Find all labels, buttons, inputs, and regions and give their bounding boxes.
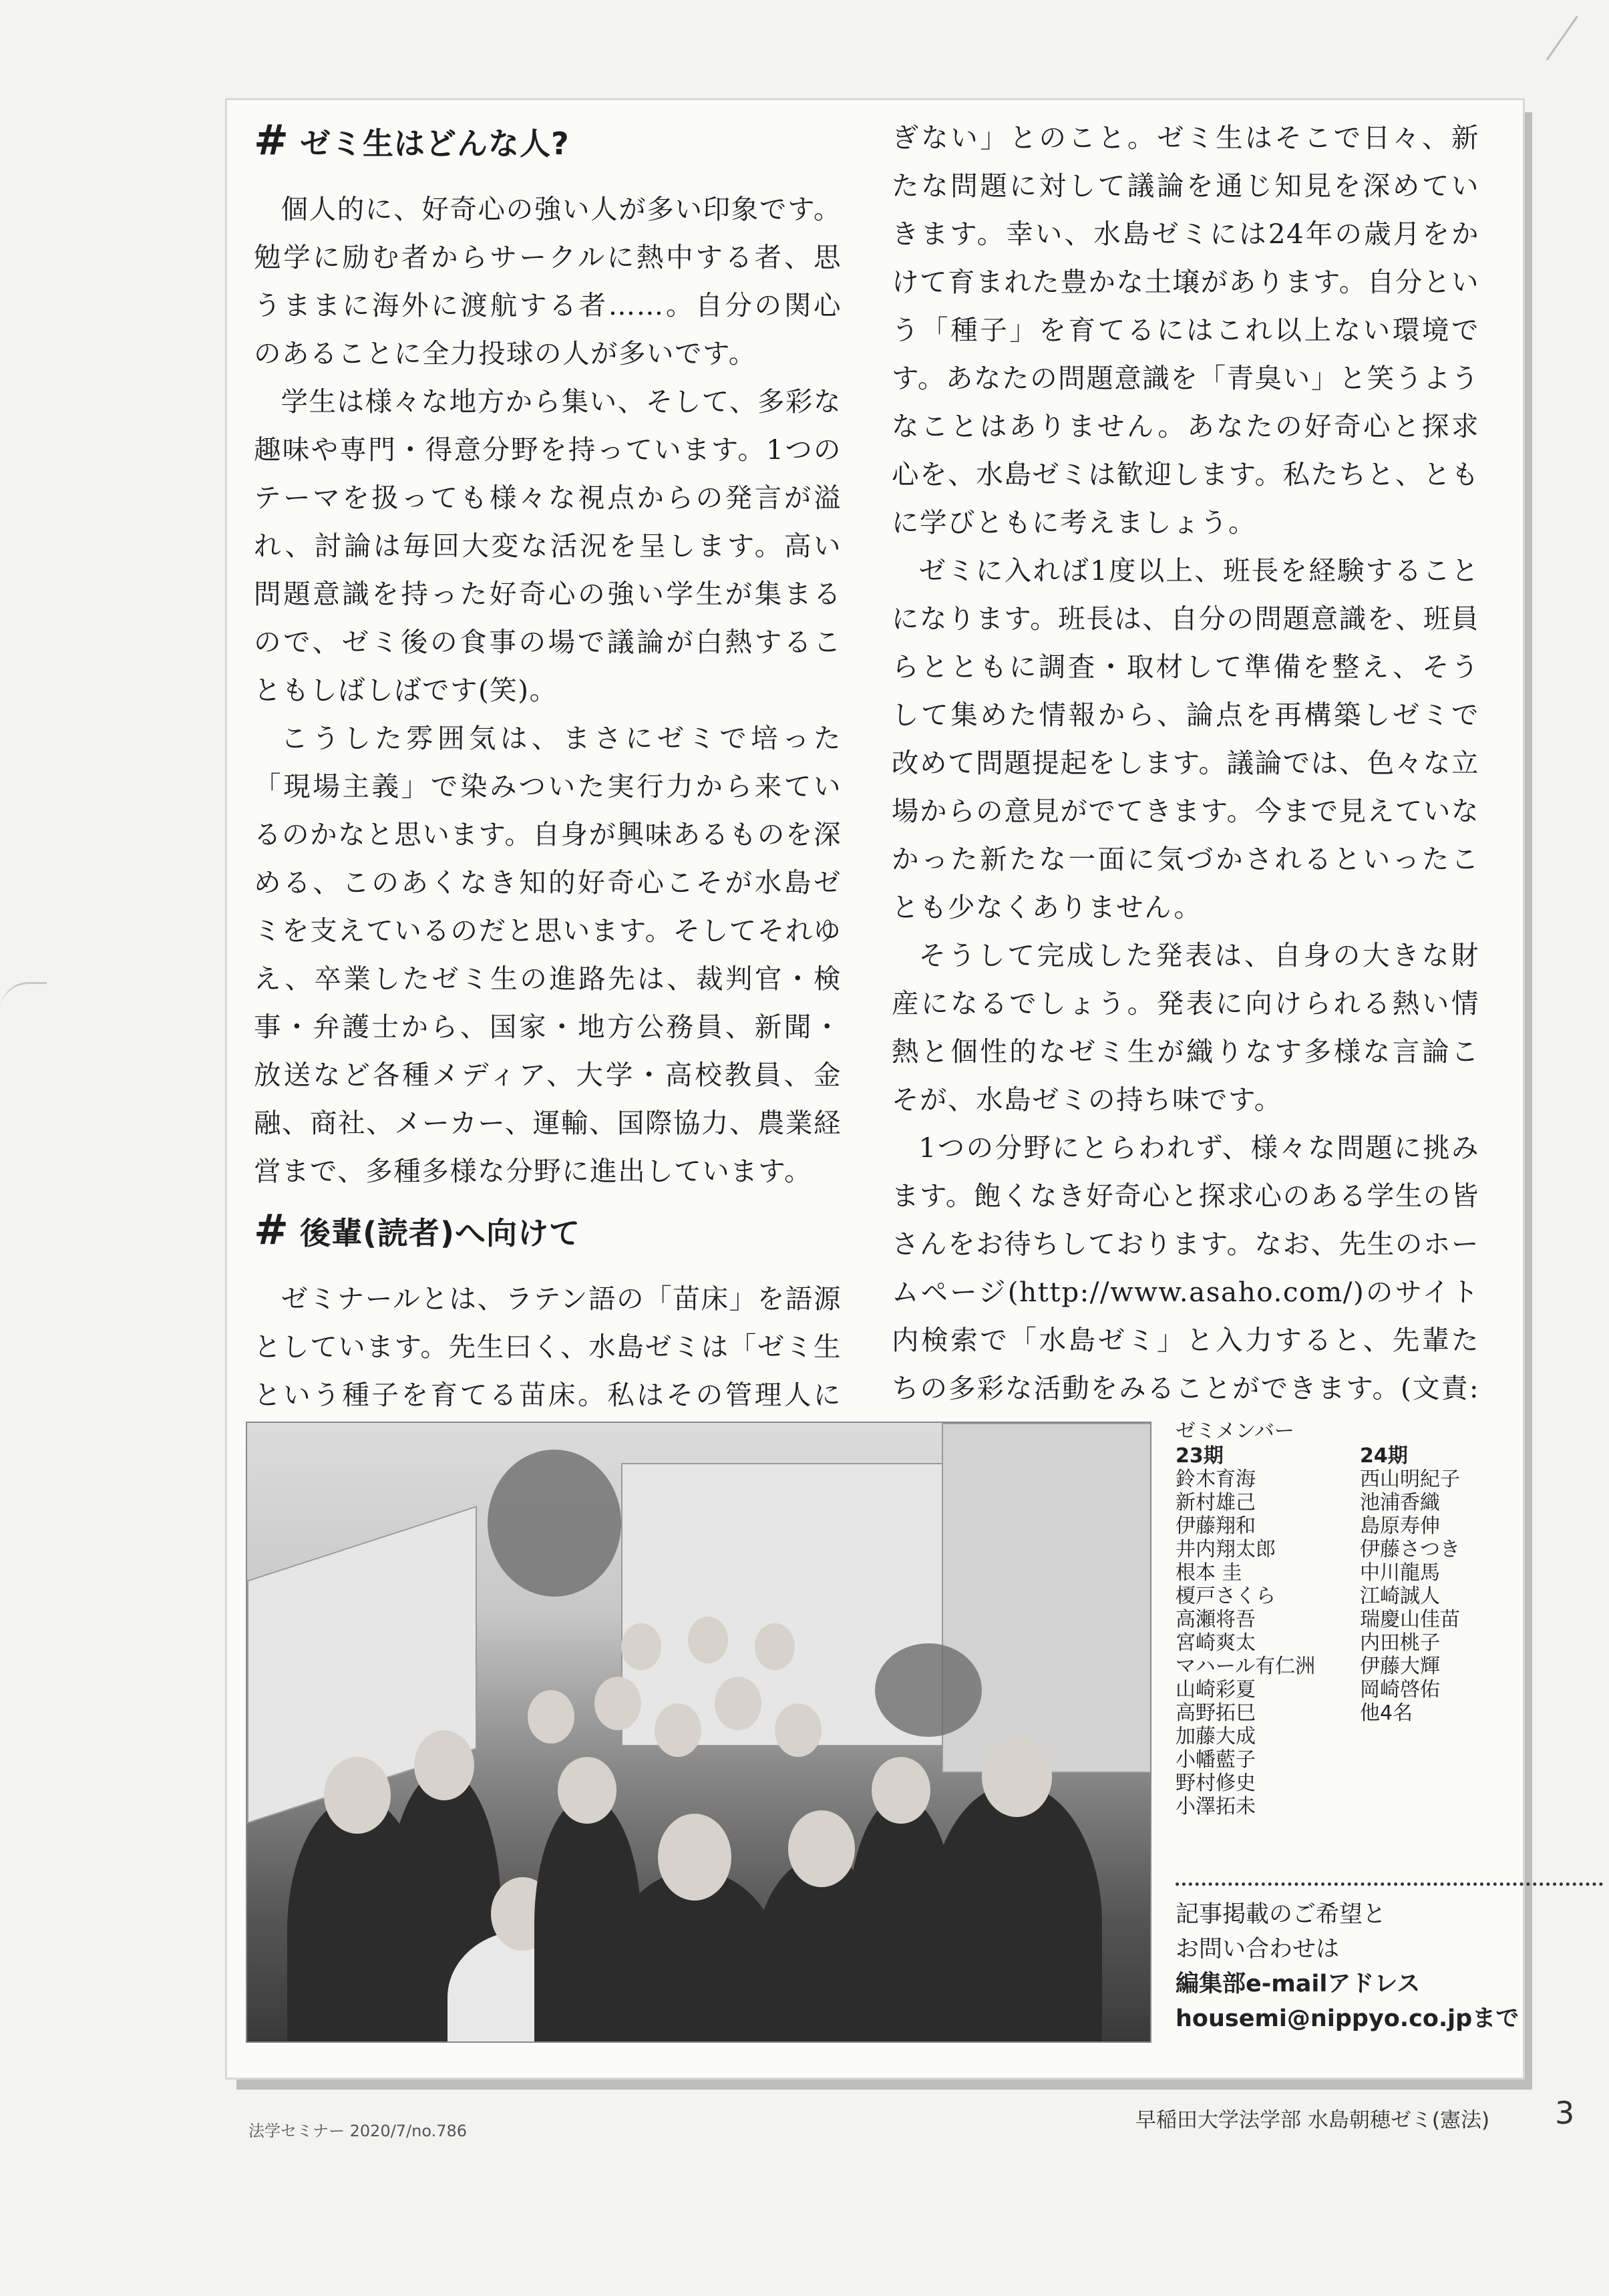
paragraph: ゼミナールとは、ラテン語の「苗床」を語源としています。先生曰く、水島ゼミは「ゼミ生という種子を育てる苗床。私はその管理人に bbox=[254, 1283, 842, 1411]
list-item: 伊藤さつき bbox=[1360, 1538, 1460, 1561]
member-list bbox=[1176, 1420, 1520, 1818]
section-heading: # ゼミ生はどんな人? bbox=[254, 116, 570, 164]
generation-label: 23期 bbox=[1176, 1444, 1224, 1468]
list-item: 瑞慶山佳苗 bbox=[1360, 1608, 1460, 1631]
list-item: 榎戸さくら bbox=[1176, 1585, 1276, 1608]
hash-icon: # bbox=[254, 116, 289, 164]
right-column bbox=[892, 114, 1479, 1460]
list-item: 江崎誠人 bbox=[1360, 1585, 1440, 1608]
page-number: 3 bbox=[1555, 2095, 1575, 2131]
group-photo bbox=[246, 1422, 1151, 2043]
section-heading: # 後輩(読者)へ向けて bbox=[254, 1205, 580, 1254]
paragraph: そうして完成した発表は、自身の大きな財産になるでしょう。発表に向けられる熱い情熱と個性的なゼミ生が織りなす多様な言論こそが、水島ゼミの持ち味です。 bbox=[892, 939, 1479, 1116]
list-item: 島原寿伸 bbox=[1360, 1514, 1440, 1538]
list-item: マハール有仁洲 bbox=[1176, 1655, 1316, 1678]
paragraph: ぎない」とのこと。ゼミ生はそこで日々、新たな問題に対して議論を通じ知見を深めていきます。幸い、水島ゼミには24年の歳月をかけて育まれた豊かな土壌があります。自分という「種子」を育てるにはこれ以上ない環境です。あなたの問題意識を「青臭い」と笑うようなことはありません。あなたの好奇心と探求心を、水島ゼミは歓迎します。私たちと、ともに学びともに考えましょう。 bbox=[892, 122, 1479, 538]
list-item: 新村雄己 bbox=[1176, 1491, 1256, 1514]
list-item: 岡崎啓佑 bbox=[1360, 1678, 1440, 1701]
contact-line: 記事掲載のご希望と bbox=[1176, 1901, 1387, 1928]
generation-label: 24期 bbox=[1360, 1444, 1408, 1468]
list-item: 中川龍馬 bbox=[1360, 1561, 1440, 1585]
dotted-divider bbox=[1176, 1882, 1603, 1886]
contact-line: お問い合わせは bbox=[1176, 1936, 1340, 1963]
footer-journal: 法学セミナー 2020/7/no.786 bbox=[248, 2122, 468, 2140]
generation-24 bbox=[1360, 1444, 1520, 1818]
list-item: 内田桃子 bbox=[1360, 1631, 1440, 1655]
left-column bbox=[254, 114, 842, 1467]
list-item: 伊藤大輝 bbox=[1360, 1655, 1440, 1678]
list-item: 高瀬将吾 bbox=[1176, 1608, 1256, 1631]
paragraph: 個人的に、好奇心の強い人が多い印象です。勉学に励む者からサークルに熱中する者、思うままに海外に渡航する者……。自分の関心のあることに全力投球の人が多いです。 bbox=[254, 193, 842, 369]
generation-23 bbox=[1176, 1444, 1336, 1818]
contact-box bbox=[1176, 1897, 1519, 2036]
paragraph: ゼミに入れば1度以上、班長を経験することになります。班長は、自分の問題意識を、班員らとともに調査・取材して準備を整え、そうして集めた情報から、論点を再構築しゼミで改めて問題提起をします。議論では、色々な立場からの意見がでてきます。今まで見えていなかった新たな一面に気づかされるといったことも少なくありません。 bbox=[892, 554, 1479, 923]
paragraph: 1つの分野にとらわれず、様々な問題に挑みます。飽くなき好奇心と探求心のある学生の皆さんをお待ちしております。なお、先生のホームページ(http://www.asaho.com/)のサイト内検索で「水島ゼミ」と入力すると、先輩たちの多彩な活動をみることができます。(文責: bbox=[892, 1132, 1479, 1404]
paragraph: 学生は様々な地方から集い、そして、多彩な趣味や専門・得意分野を持っています。1つのテーマを扱っても様々な視点からの発言が溢れ、討論は毎回大変な活況を呈します。高い問題意識を持った好奇心の強い学生が集まるので、ゼミ後の食事の場で議論が白熱することもしばしばです(笑)。 bbox=[254, 385, 842, 706]
list-item: 宮崎爽太 bbox=[1176, 1631, 1256, 1655]
contact-email: housemi@nippyo.co.jpまで bbox=[1176, 2005, 1519, 2032]
list-item: 伊藤翔和 bbox=[1176, 1514, 1256, 1538]
list-item: 加藤大成 bbox=[1176, 1725, 1256, 1748]
hash-icon: # bbox=[254, 1205, 289, 1254]
list-item: 小澤拓未 bbox=[1176, 1795, 1256, 1818]
list-item: 野村修史 bbox=[1176, 1772, 1256, 1795]
paragraph: こうした雰囲気は、まさにゼミで培った「現場主義」で染みついた実行力から来ているのかなと思います。自身が興味あるものを深める、このあくなき知的好奇心こそが水島ゼミを支えているのだと思います。そしてそれゆえ、卒業したゼミ生の進路先は、裁判官・検事・弁護士から、国家・地方公務員、新聞・放送など各種メディア、大学・高校教員、金融、商社、メーカー、運輸、国際協力、農業経営まで、多種多様な分野に進出しています。 bbox=[254, 722, 842, 1187]
list-item: 高野拓巳 bbox=[1176, 1701, 1256, 1725]
list-item: 鈴木育海 bbox=[1176, 1468, 1256, 1491]
scan-mark bbox=[1546, 15, 1609, 91]
list-item: 根本 圭 bbox=[1176, 1561, 1242, 1585]
list-item: 井内翔太郎 bbox=[1176, 1538, 1276, 1561]
contact-line: 編集部e-mailアドレス bbox=[1176, 1971, 1421, 1997]
footer-seminar: 早稲田大学法学部 水島朝穂ゼミ(憲法) bbox=[1135, 2108, 1490, 2132]
scan-mark bbox=[0, 982, 47, 1011]
list-item: 池浦香織 bbox=[1360, 1491, 1440, 1514]
member-list-title: ゼミメンバー bbox=[1176, 1420, 1294, 1443]
list-item: 他4名 bbox=[1360, 1701, 1413, 1725]
list-item: 山崎彩夏 bbox=[1176, 1678, 1256, 1701]
list-item: 小幡藍子 bbox=[1176, 1748, 1256, 1772]
list-item: 西山明紀子 bbox=[1360, 1468, 1460, 1491]
